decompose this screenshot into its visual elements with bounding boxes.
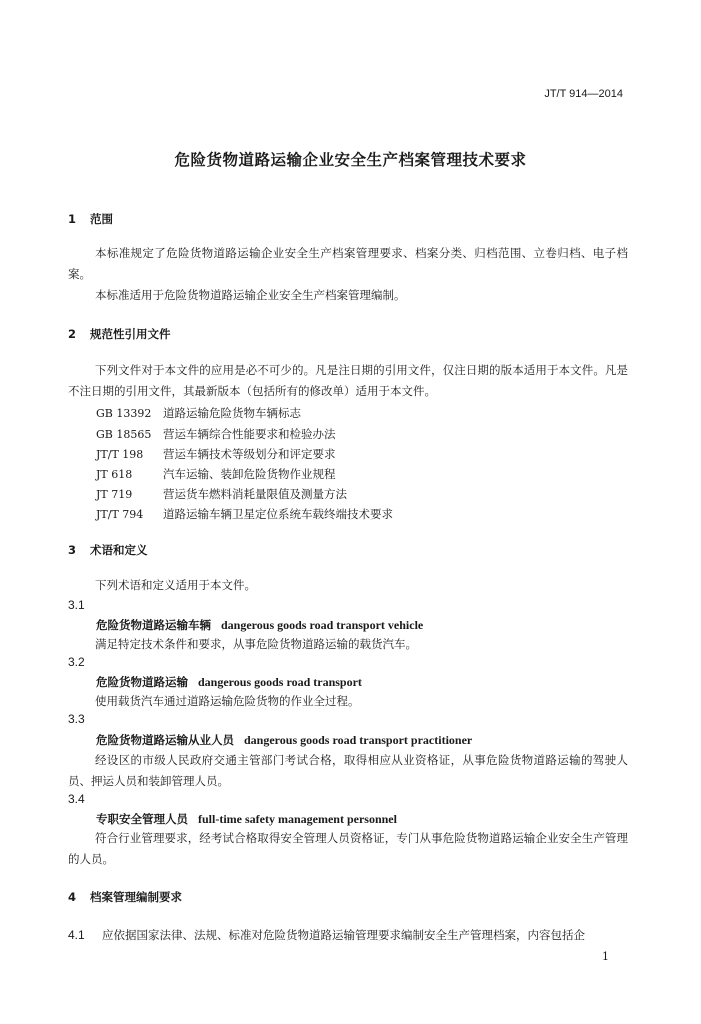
reference-title: 营运车辆综合性能要求和检验办法 [163, 427, 336, 441]
term-chinese: 危险货物道路运输车辆 [96, 618, 211, 632]
term-number: 3.2 [68, 655, 85, 669]
term-heading [96, 811, 397, 827]
clause-number: 4.1 [68, 928, 85, 942]
reference-title: 营运车辆技术等级划分和评定要求 [163, 447, 336, 461]
section-1-paragraph-2: 本标准适用于危险货物道路运输企业安全生产档案管理编制。 [95, 288, 406, 302]
reference-item [96, 405, 301, 421]
reference-title: 道路运输车辆卫星定位系统车载终端技术要求 [163, 507, 393, 521]
term-heading [96, 617, 423, 633]
term-number: 3.3 [68, 712, 85, 726]
reference-item [96, 446, 336, 462]
reference-item [96, 506, 393, 522]
section-1-heading [68, 211, 113, 227]
section-title: 规范性引用文件 [90, 327, 171, 341]
reference-item [96, 426, 336, 442]
clause-4-1 [68, 927, 585, 943]
section-number: 3 [68, 543, 77, 557]
term-english: full-time safety management personnel [198, 812, 397, 826]
document-title: 危险货物道路运输企业安全生产档案管理技术要求 [174, 151, 527, 169]
term-english: dangerous goods road transport vehicle [221, 618, 424, 632]
term-chinese: 专职安全管理人员 [96, 812, 188, 826]
section-1-paragraph-1: 本标准规定了危险货物道路运输企业安全生产档案管理要求、档案分类、归档范围、立卷归档、电子档案。 [68, 246, 628, 281]
section-4-heading [68, 889, 182, 905]
reference-code: JT 618 [96, 468, 133, 481]
reference-code: JT/T 794 [96, 508, 144, 521]
reference-code: GB 18565 [96, 428, 152, 441]
term-chinese: 危险货物道路运输从业人员 [96, 733, 234, 747]
reference-code: GB 13392 [96, 407, 152, 420]
section-2-heading [68, 326, 171, 342]
section-3-intro: 下列术语和定义适用于本文件。 [95, 578, 256, 592]
standard-number: JT/T 914—2014 [544, 88, 623, 100]
section-title: 档案管理编制要求 [90, 890, 182, 904]
term-number: 3.4 [68, 792, 85, 806]
term-definition: 满足特定技术条件和要求，从事危险货物道路运输的载货汽车。 [95, 637, 417, 651]
section-2-intro: 下列文件对于本文件的应用是必不可少的。凡是注日期的引用文件，仅注日期的版本适用于本文件。凡是不注日期的引用文件，其最新版本（包括所有的修改单）适用于本文件。 [68, 363, 628, 398]
section-title: 术语和定义 [90, 543, 148, 557]
section-title: 范围 [90, 212, 113, 226]
section-number: 1 [68, 212, 77, 226]
reference-title: 道路运输危险货物车辆标志 [163, 406, 301, 420]
reference-code: JT 719 [96, 488, 133, 501]
term-definition: 符合行业管理要求，经考试合格取得安全管理人员资格证，专门从事危险货物道路运输企业安全生产管理的人员。 [68, 831, 628, 866]
section-3-heading [68, 542, 148, 558]
page-number: 1 [602, 950, 609, 963]
reference-item [96, 466, 336, 482]
term-heading [96, 674, 362, 690]
clause-text: 应依据国家法律、法规、标准对危险货物道路运输管理要求编制安全生产管理档案，内容包括企 [102, 928, 585, 942]
section-number: 2 [68, 327, 77, 341]
term-heading [96, 732, 472, 748]
term-definition: 经设区的市级人民政府交通主管部门考试合格，取得相应从业资格证，从事危险货物道路运输的驾驶人员、押运人员和装卸管理人员。 [68, 753, 628, 788]
term-english: dangerous goods road transport practitioner [244, 733, 473, 747]
reference-item [96, 486, 347, 502]
reference-title: 营运货车燃料消耗量限值及测量方法 [163, 487, 347, 501]
term-english: dangerous goods road transport [198, 675, 362, 689]
section-number: 4 [68, 890, 77, 904]
term-definition: 使用载货汽车通过道路运输危险货物的作业全过程。 [95, 694, 360, 708]
term-chinese: 危险货物道路运输 [96, 675, 188, 689]
reference-title: 汽车运输、装卸危险货物作业规程 [163, 467, 336, 481]
term-number: 3.1 [68, 598, 85, 612]
reference-code: JT/T 198 [96, 448, 144, 461]
